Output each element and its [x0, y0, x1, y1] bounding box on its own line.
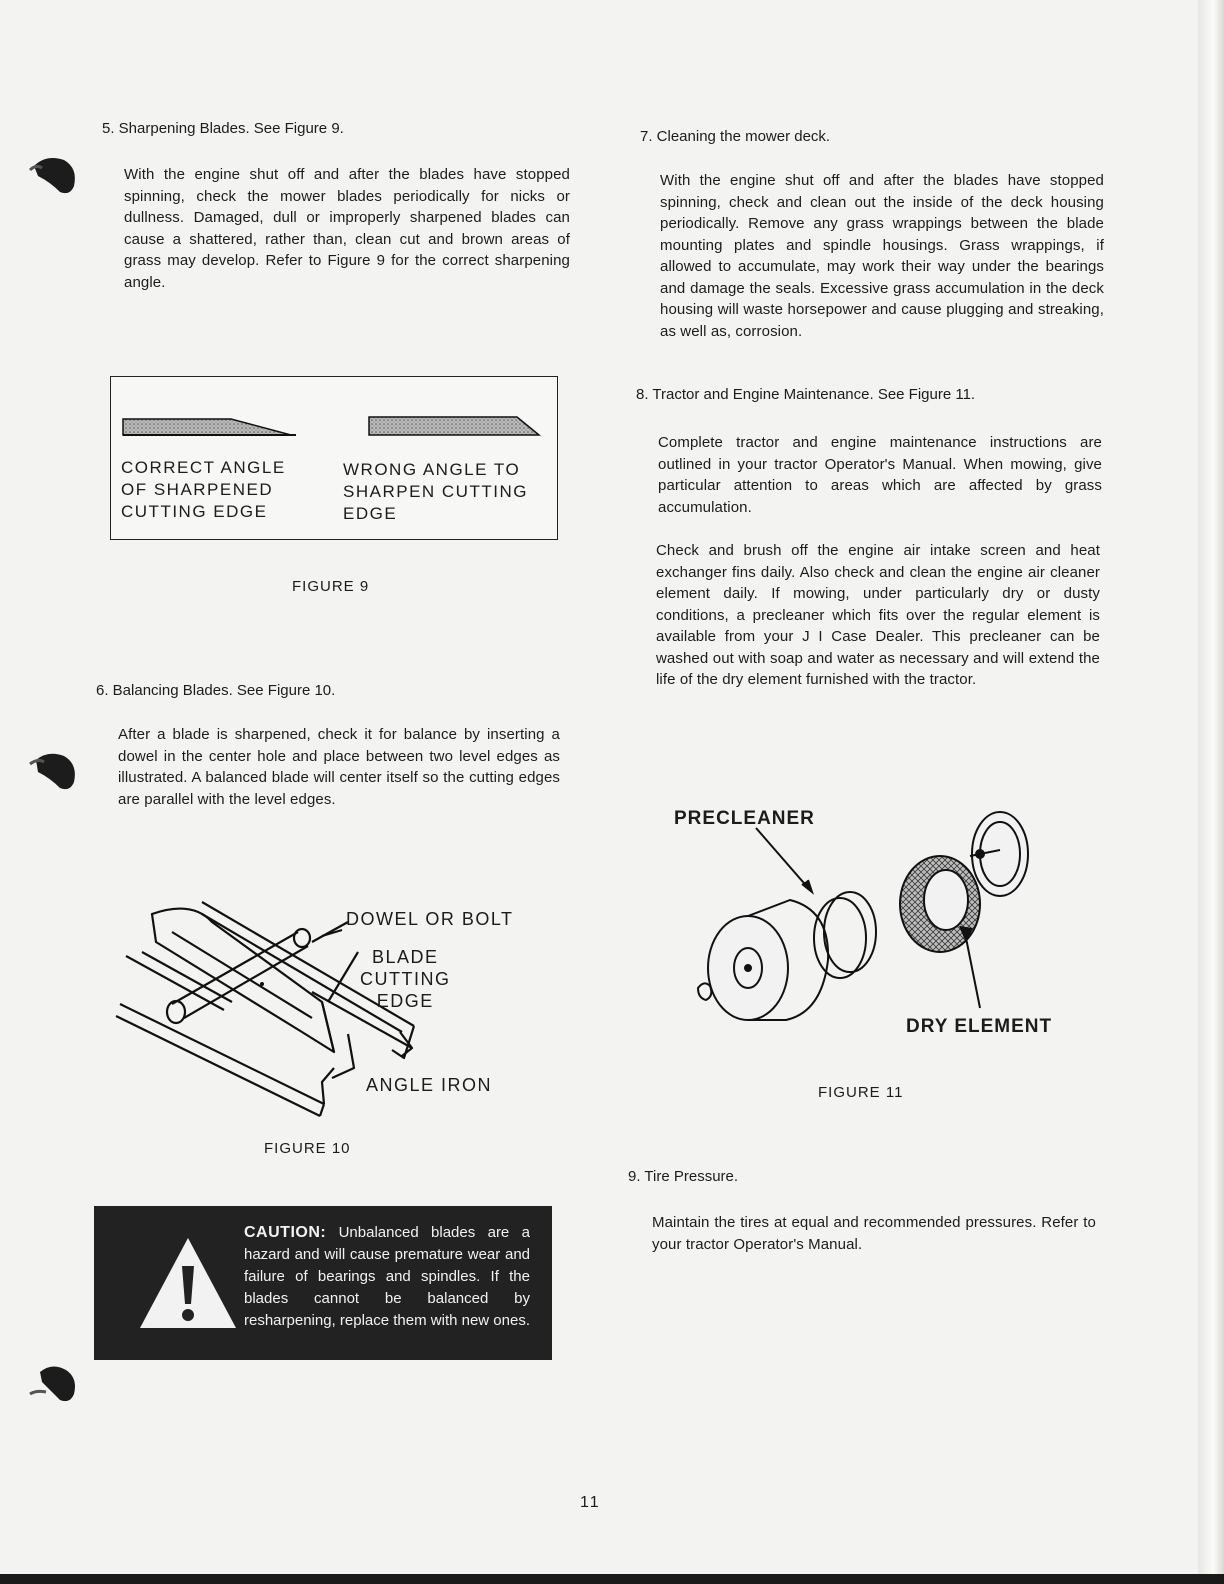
figure-9-box: [110, 376, 558, 540]
figure-10-caption: FIGURE 10: [264, 1140, 351, 1157]
section-8-body-2: Check and brush off the engine air intake screen and heat exchanger fins daily. Also check and clean the engine air cleaner element daily. If mowing, under particularly dry or dusty conditions, a precleaner which fits over the regular element is available from your J I Case Dealer. This precleaner can be washed out with soap and water as necessary and will extend the life of the dry element furnished with the tractor.: [656, 542, 1100, 688]
correct-angle-blade-icon: [121, 415, 301, 439]
section-9-heading: 9. Tire Pressure.: [628, 1168, 739, 1185]
wrong-angle-blade-icon: [367, 415, 547, 439]
section-7-body: With the engine shut off and after the blades have stopped spinning, check and clean out the inside of the deck housing periodically. Remove any grass wrappings between the blade mounting plates and spindle housings. Grass wrappings, if allowed to accumulate, may work their way under the bearings and damage the seals. Excessive grass accumulation in the deck housing will waste horsepower and cause plugging and streaking, as well as, corrosion.: [660, 172, 1104, 340]
angle-iron-label: ANGLE IRON: [366, 1075, 493, 1095]
section-5-heading: 5. Sharpening Blades. See Figure 9.: [102, 120, 344, 137]
caution-text: [244, 1222, 530, 1332]
warning-triangle-icon: [136, 1234, 240, 1334]
figure-11-illustration: [690, 800, 1090, 1040]
page-edge: [1198, 0, 1224, 1584]
section-7-heading: 7. Cleaning the mower deck.: [640, 128, 831, 145]
section-5-body: With the engine shut off and after the blades have stopped spinning, check the mower blades periodically for nicks or dullness. Damaged, dull or improperly sharpened blades can cause a shattered, rather than, clean cut and brown areas of grass may develop. Refer to Figure 9 for the correct sharpening angle.: [124, 166, 570, 291]
precleaner-label: PRECLEANER: [674, 808, 815, 829]
dry-element-label: DRY ELEMENT: [906, 1016, 1053, 1037]
binder-hole-middle: [26, 748, 86, 794]
wrong-angle-label: WRONG ANGLE TO SHARPEN CUTTING EDGE: [343, 460, 528, 523]
binder-hole-bottom: [26, 1360, 86, 1406]
dowel-label: DOWEL OR BOLT: [346, 909, 514, 929]
page-number: 11: [580, 1494, 601, 1511]
section-8-body-1: Complete tractor and engine maintenance instructions are outlined in your tractor Operator's Manual. When mowing, give particular attention to areas which are affected by grass accumulation.: [658, 434, 1102, 516]
page-bottom-edge: [0, 1574, 1224, 1584]
section-6-body: After a blade is sharpened, check it for balance by inserting a dowel in the center hole and place between two level edges as illustrated. A balanced blade will center itself so the cutting edges are parallel with the level edges.: [118, 726, 560, 808]
figure-9-caption: FIGURE 9: [292, 578, 370, 595]
caution-message: Unbalanced blades are a hazard and will cause premature wear and failure of bearings and spindles. If the blades cannot be balanced by resharpening, replace them with new ones.: [244, 1224, 530, 1329]
caution-box: [94, 1206, 552, 1360]
caution-title: CAUTION:: [244, 1224, 327, 1241]
binder-hole-top: [26, 152, 86, 198]
section-9-body: Maintain the tires at equal and recommended pressures. Refer to your tractor Operator's Manual.: [652, 1214, 1096, 1253]
blade-cutting-edge-label: BLADE CUTTING EDGE: [360, 947, 451, 1011]
correct-angle-label: CORRECT ANGLE OF SHARPENED CUTTING EDGE: [121, 458, 286, 521]
section-8-heading: 8. Tractor and Engine Maintenance. See Figure 11.: [636, 386, 976, 403]
section-6-heading: 6. Balancing Blades. See Figure 10.: [96, 682, 336, 699]
figure-11-caption: FIGURE 11: [818, 1084, 904, 1101]
